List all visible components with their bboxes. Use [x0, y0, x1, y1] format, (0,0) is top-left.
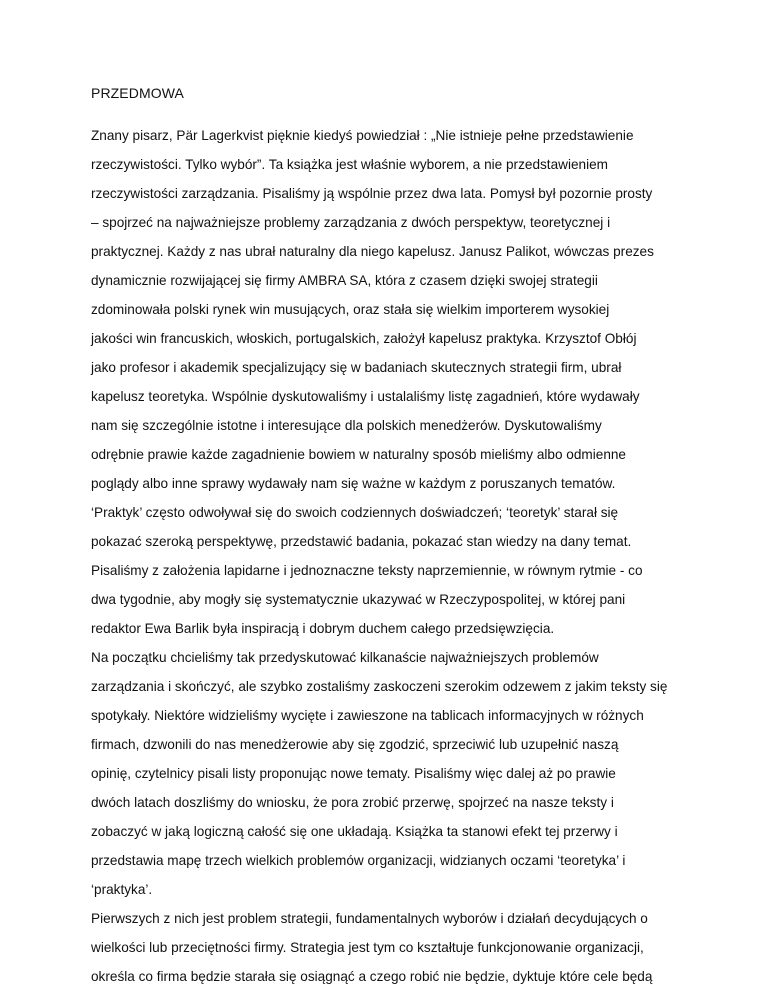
document-title: PRZEDMOWA — [91, 85, 184, 101]
text-line: Pierwszych z nich jest problem strategii, fundamentalnych wyborów i działań decydujących o — [91, 911, 648, 926]
document-body — [91, 121, 691, 991]
text-line: dynamicznie rozwijającej się firmy AMBRA SA, która z czasem dzięki swojej strategii — [91, 273, 598, 288]
text-line: zarządzania i skończyć, ale szybko zostaliśmy zaskoczeni szerokim odzewem z jakim teksty się — [91, 679, 668, 694]
text-line: odrębnie prawie każde zagadnienie bowiem w naturalny sposób mieliśmy albo odmienne — [91, 447, 626, 462]
text-line: dwa tygodnie, aby mogły się systematycznie ukazywać w Rzeczypospolitej, w której pani — [91, 592, 626, 607]
text-line: jako profesor i akademik specjalizujący się w badaniach skutecznych strategii firm, ubrał — [91, 360, 622, 375]
text-line: kapelusz teoretyka. Wspólnie dyskutowaliśmy i ustalaliśmy listę zagadnień, które wydawały — [91, 389, 640, 404]
text-line: poglądy albo inne sprawy wydawały nam się ważne w każdym z poruszanych tematów. — [91, 476, 616, 491]
text-line: redaktor Ewa Barlik była inspiracją i dobrym duchem całego przedsięwzięcia. — [91, 621, 555, 636]
text-line: dwóch latach doszliśmy do wniosku, że pora zrobić przerwę, spojrzeć na nasze teksty i — [91, 795, 614, 810]
text-line: jakości win francuskich, włoskich, portugalskich, założył kapelusz praktyka. Krzysztof Obłój — [91, 331, 637, 346]
text-line: zdominowała polski rynek win musujących, oraz stała się wielkim importerem wysokiej — [91, 302, 610, 317]
text-line: pokazać szeroką perspektywę, przedstawić badania, pokazać stan wiedzy na dany temat. — [91, 534, 632, 549]
text-line: zobaczyć w jaką logiczną całość się one układają. Książka ta stanowi efekt tej przerwy i — [91, 824, 618, 839]
text-line: praktycznej. Każdy z nas ubrał naturalny dla niego kapelusz. Janusz Palikot, wówczas prezes — [91, 244, 654, 259]
text-line: rzeczywistości zarządzania. Pisaliśmy ją wspólnie przez dwa lata. Pomysł był pozornie prosty — [91, 186, 653, 201]
text-line: nam się szczególnie istotne i interesujące dla polskich menedżerów. Dyskutowaliśmy — [91, 418, 602, 433]
text-line: Pisaliśmy z założenia lapidarne i jednoznaczne teksty naprzemiennie, w równym rytmie - co — [91, 563, 643, 578]
text-line: – spojrzeć na najważniejsze problemy zarządzania z dwóch perspektyw, teoretycznej i — [91, 215, 611, 230]
text-line: firmach, dzwonili do nas menedżerowie aby się zgodzić, sprzeciwić lub uzupełnić naszą — [91, 737, 619, 752]
text-line: określa co firma będzie starała się osiągnąć a czego robić nie będzie, dyktuje które cele będą — [91, 969, 653, 984]
text-line: rzeczywistości. Tylko wybór”. Ta książka jest właśnie wyborem, a nie przedstawieniem — [91, 157, 608, 172]
text-line: Znany pisarz, Pär Lagerkvist pięknie kiedyś powiedział : „Nie istnieje pełne przedstawienie — [91, 128, 634, 143]
text-line: ‘praktyka’. — [91, 882, 153, 897]
text-line: wielkości lub przeciętności firmy. Strategia jest tym co kształtuje funkcjonowanie organizacji, — [91, 940, 644, 955]
text-line: spotykały. Niektóre widzieliśmy wycięte i zawieszone na tablicach informacyjnych w różnych — [91, 708, 644, 723]
text-line: Na początku chcieliśmy tak przedyskutować kilkanaście najważniejszych problemów — [91, 650, 599, 665]
text-line: przedstawia mapę trzech wielkich problemów organizacji, widzianych oczami ‘teoretyka’ i — [91, 853, 626, 868]
text-line: ‘Praktyk’ często odwoływał się do swoich codziennych doświadczeń; ‘teoretyk’ starał się — [91, 505, 619, 520]
text-line: opinię, czytelnicy pisali listy proponując nowe tematy. Pisaliśmy więc dalej aż po prawie — [91, 766, 616, 781]
